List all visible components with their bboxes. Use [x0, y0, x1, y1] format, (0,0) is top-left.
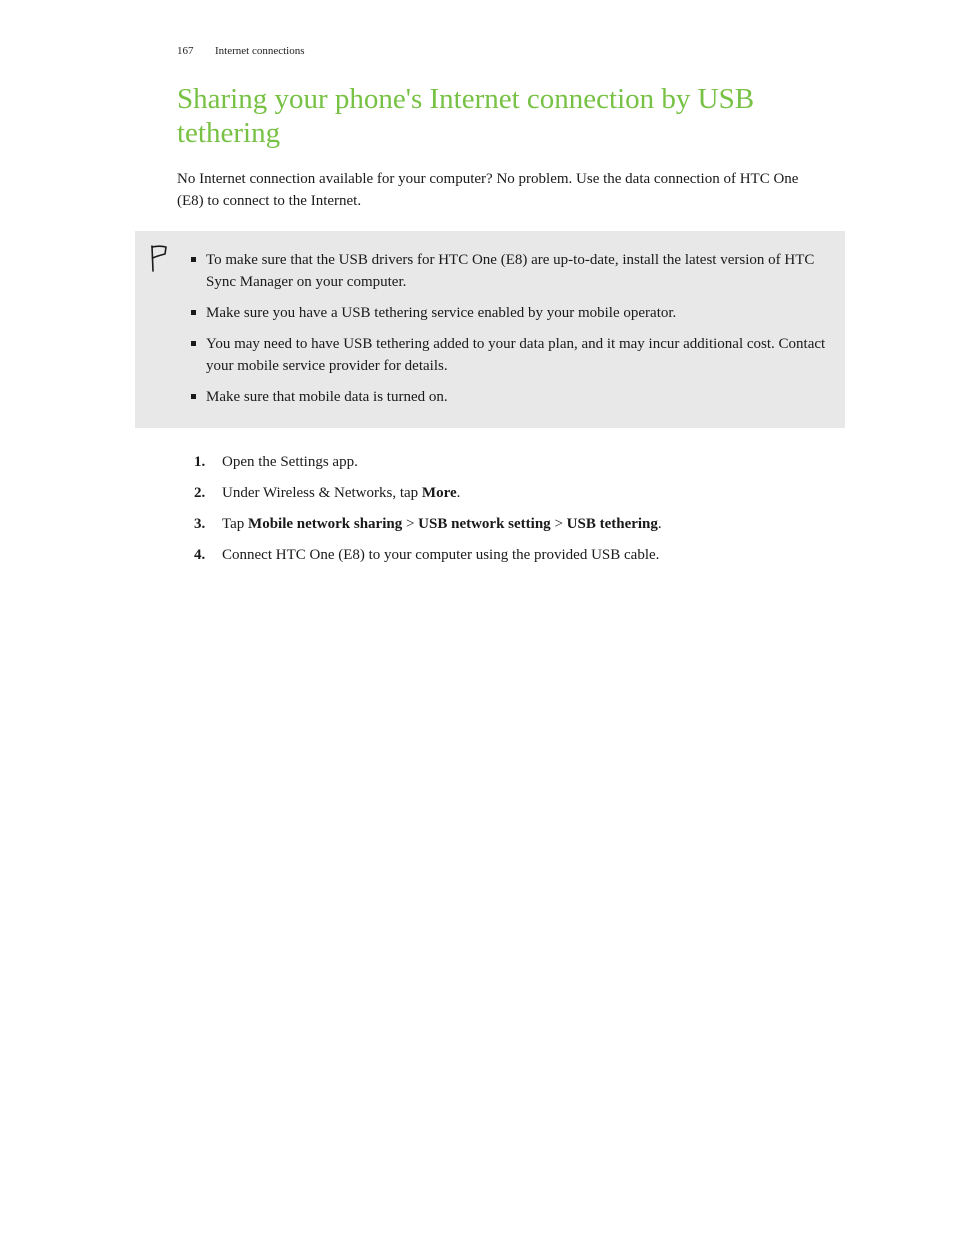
running-header — [177, 45, 305, 57]
note-list — [189, 249, 841, 417]
note-box — [135, 231, 845, 428]
note-item: Make sure you have a USB tethering service enabled by your mobile operator. — [189, 302, 841, 324]
step-text: Under Wireless & Networks, tap — [222, 485, 422, 501]
step-bold-more: More — [421, 485, 457, 501]
step-number: 2. — [194, 485, 206, 501]
step-text: Tap — [222, 516, 249, 532]
intro-paragraph: No Internet connection available for your computer? No problem. Use the data connection of HTC One (E8) to connect to the Internet. — [177, 171, 799, 209]
page-title: Sharing your phone's Internet connection by USB tethering — [177, 83, 755, 149]
step-number: 4. — [194, 547, 206, 563]
step-item — [194, 544, 834, 566]
step-text-end: . — [456, 485, 461, 501]
step-number: 3. — [194, 516, 206, 532]
step-number: 1. — [194, 454, 206, 470]
step-item — [194, 513, 834, 535]
note-item: Make sure that mobile data is turned on. — [189, 386, 841, 408]
note-item: You may need to have USB tethering added to your data plan, and it may incur additional cost. Contact your mobile service provider for details. — [189, 333, 841, 377]
step-bold-mobile-network-sharing: Mobile network sharing — [248, 516, 403, 532]
note-item: To make sure that the USB drivers for HTC One (E8) are up-to-date, install the latest version of HTC Sync Manager on your computer. — [189, 249, 841, 293]
step-text: Open the Settings app. — [222, 454, 358, 470]
step-item — [194, 482, 834, 504]
step-bold-usb-network-setting: USB network setting — [418, 516, 551, 532]
flag-icon — [148, 243, 170, 273]
step-separator: > — [402, 516, 419, 532]
step-text-end: . — [657, 516, 662, 532]
section-name: Internet connections — [215, 45, 305, 57]
steps-list — [194, 451, 834, 575]
step-separator: > — [550, 516, 567, 532]
step-text: Connect HTC One (E8) to your computer using the provided USB cable. — [222, 547, 660, 563]
step-item — [194, 451, 834, 473]
page-number: 167 — [177, 45, 194, 57]
step-bold-usb-tethering: USB tethering — [566, 516, 658, 532]
